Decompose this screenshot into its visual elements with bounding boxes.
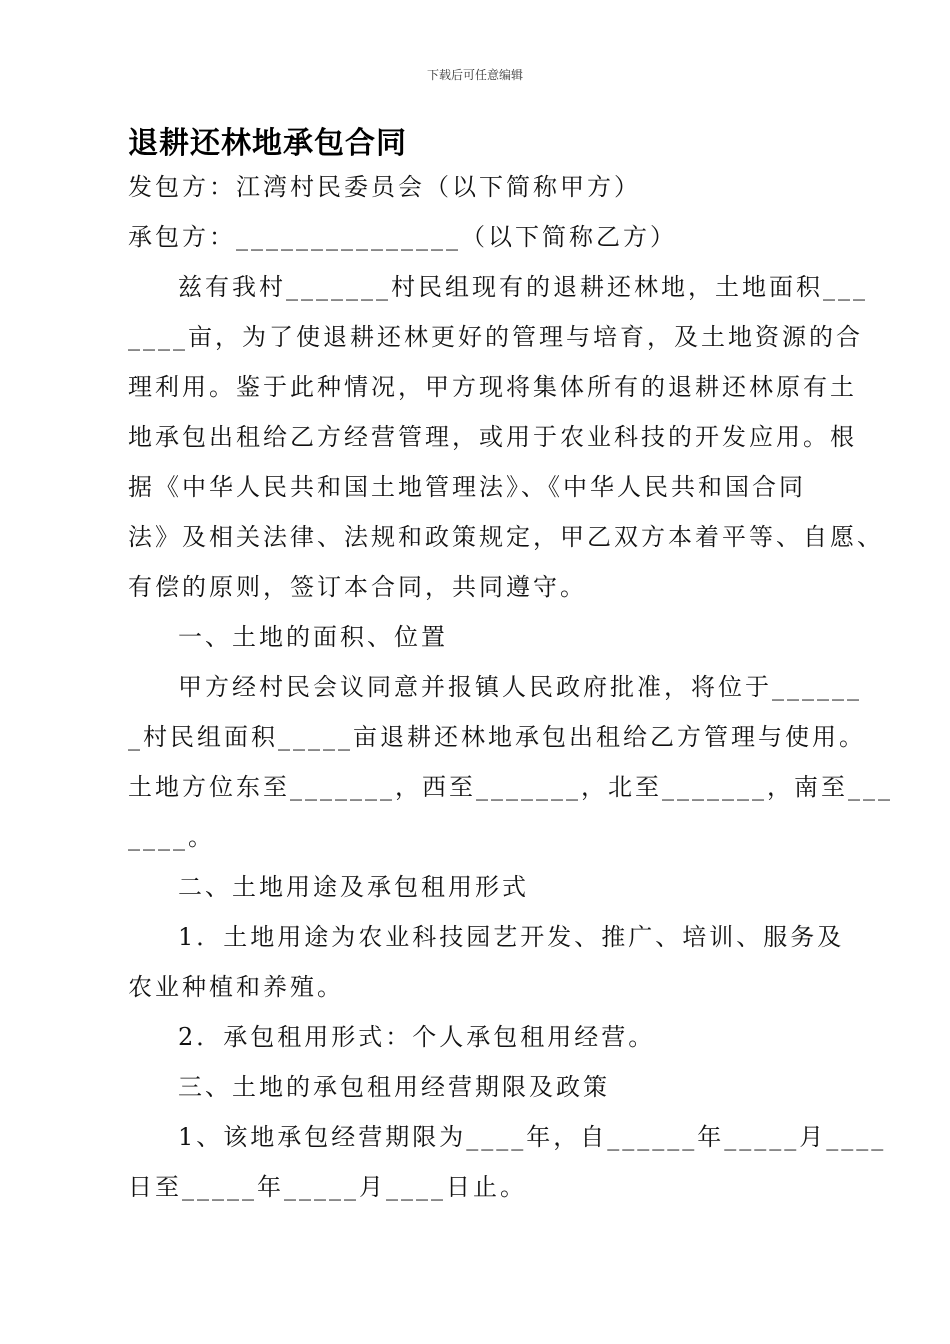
paragraph-line: 理利用。鉴于此种情况，甲方现将集体所有的退耕还林原有土 <box>128 373 857 401</box>
paragraph-line: ____亩，为了使退耕还林更好的管理与培育，及土地资源的合 <box>128 323 863 351</box>
clause-item: 1、该地承包经营期限为____年，自______年_____月____ <box>178 1123 887 1151</box>
paragraph-line: 甲方经村民会议同意并报镇人民政府批准，将位于______ <box>178 673 862 701</box>
clause-item: 1．土地用途为农业科技园艺开发、推广、培训、服务及 <box>178 923 845 951</box>
header-note: 下载后可任意编辑 <box>426 68 523 82</box>
paragraph-line: _村民组面积_____亩退耕还林地承包出租给乙方管理与使用。 <box>128 723 866 751</box>
section-heading-3: 三、土地的承包租用经营期限及政策 <box>178 1073 610 1101</box>
section-heading-1: 一、土地的面积、位置 <box>178 623 448 651</box>
clause-item: 2．承包租用形式：个人承包租用经营。 <box>178 1023 656 1051</box>
contract-party-b: 承包方：_______________（以下简称乙方） <box>128 223 677 251</box>
paragraph-line: 地承包出租给乙方经营管理，或用于农业科技的开发应用。根 <box>128 423 857 451</box>
clause-item: 日至_____年_____月____日止。 <box>128 1173 527 1201</box>
paragraph-line: 土地方位东至_______，西至_______，北至_______，南至___ <box>128 773 893 801</box>
document-title: 退耕还林地承包合同 <box>128 126 407 161</box>
paragraph-line: ____。 <box>128 823 215 851</box>
section-heading-2: 二、土地用途及承包租用形式 <box>178 873 529 901</box>
paragraph-line: 法》及相关法律、法规和政策规定，甲乙双方本着平等、自愿、 <box>128 523 884 551</box>
clause-item: 农业种植和养殖。 <box>128 973 344 1001</box>
paragraph-line: 据《中华人民共和国土地管理法》、《中华人民共和国合同 <box>128 473 806 501</box>
paragraph-line: 兹有我村_______村民组现有的退耕还林地，土地面积___ <box>178 273 868 301</box>
contract-party-a: 发包方：江湾村民委员会（以下简称甲方） <box>128 173 641 201</box>
paragraph-line: 有偿的原则，签订本合同，共同遵守。 <box>128 573 587 601</box>
